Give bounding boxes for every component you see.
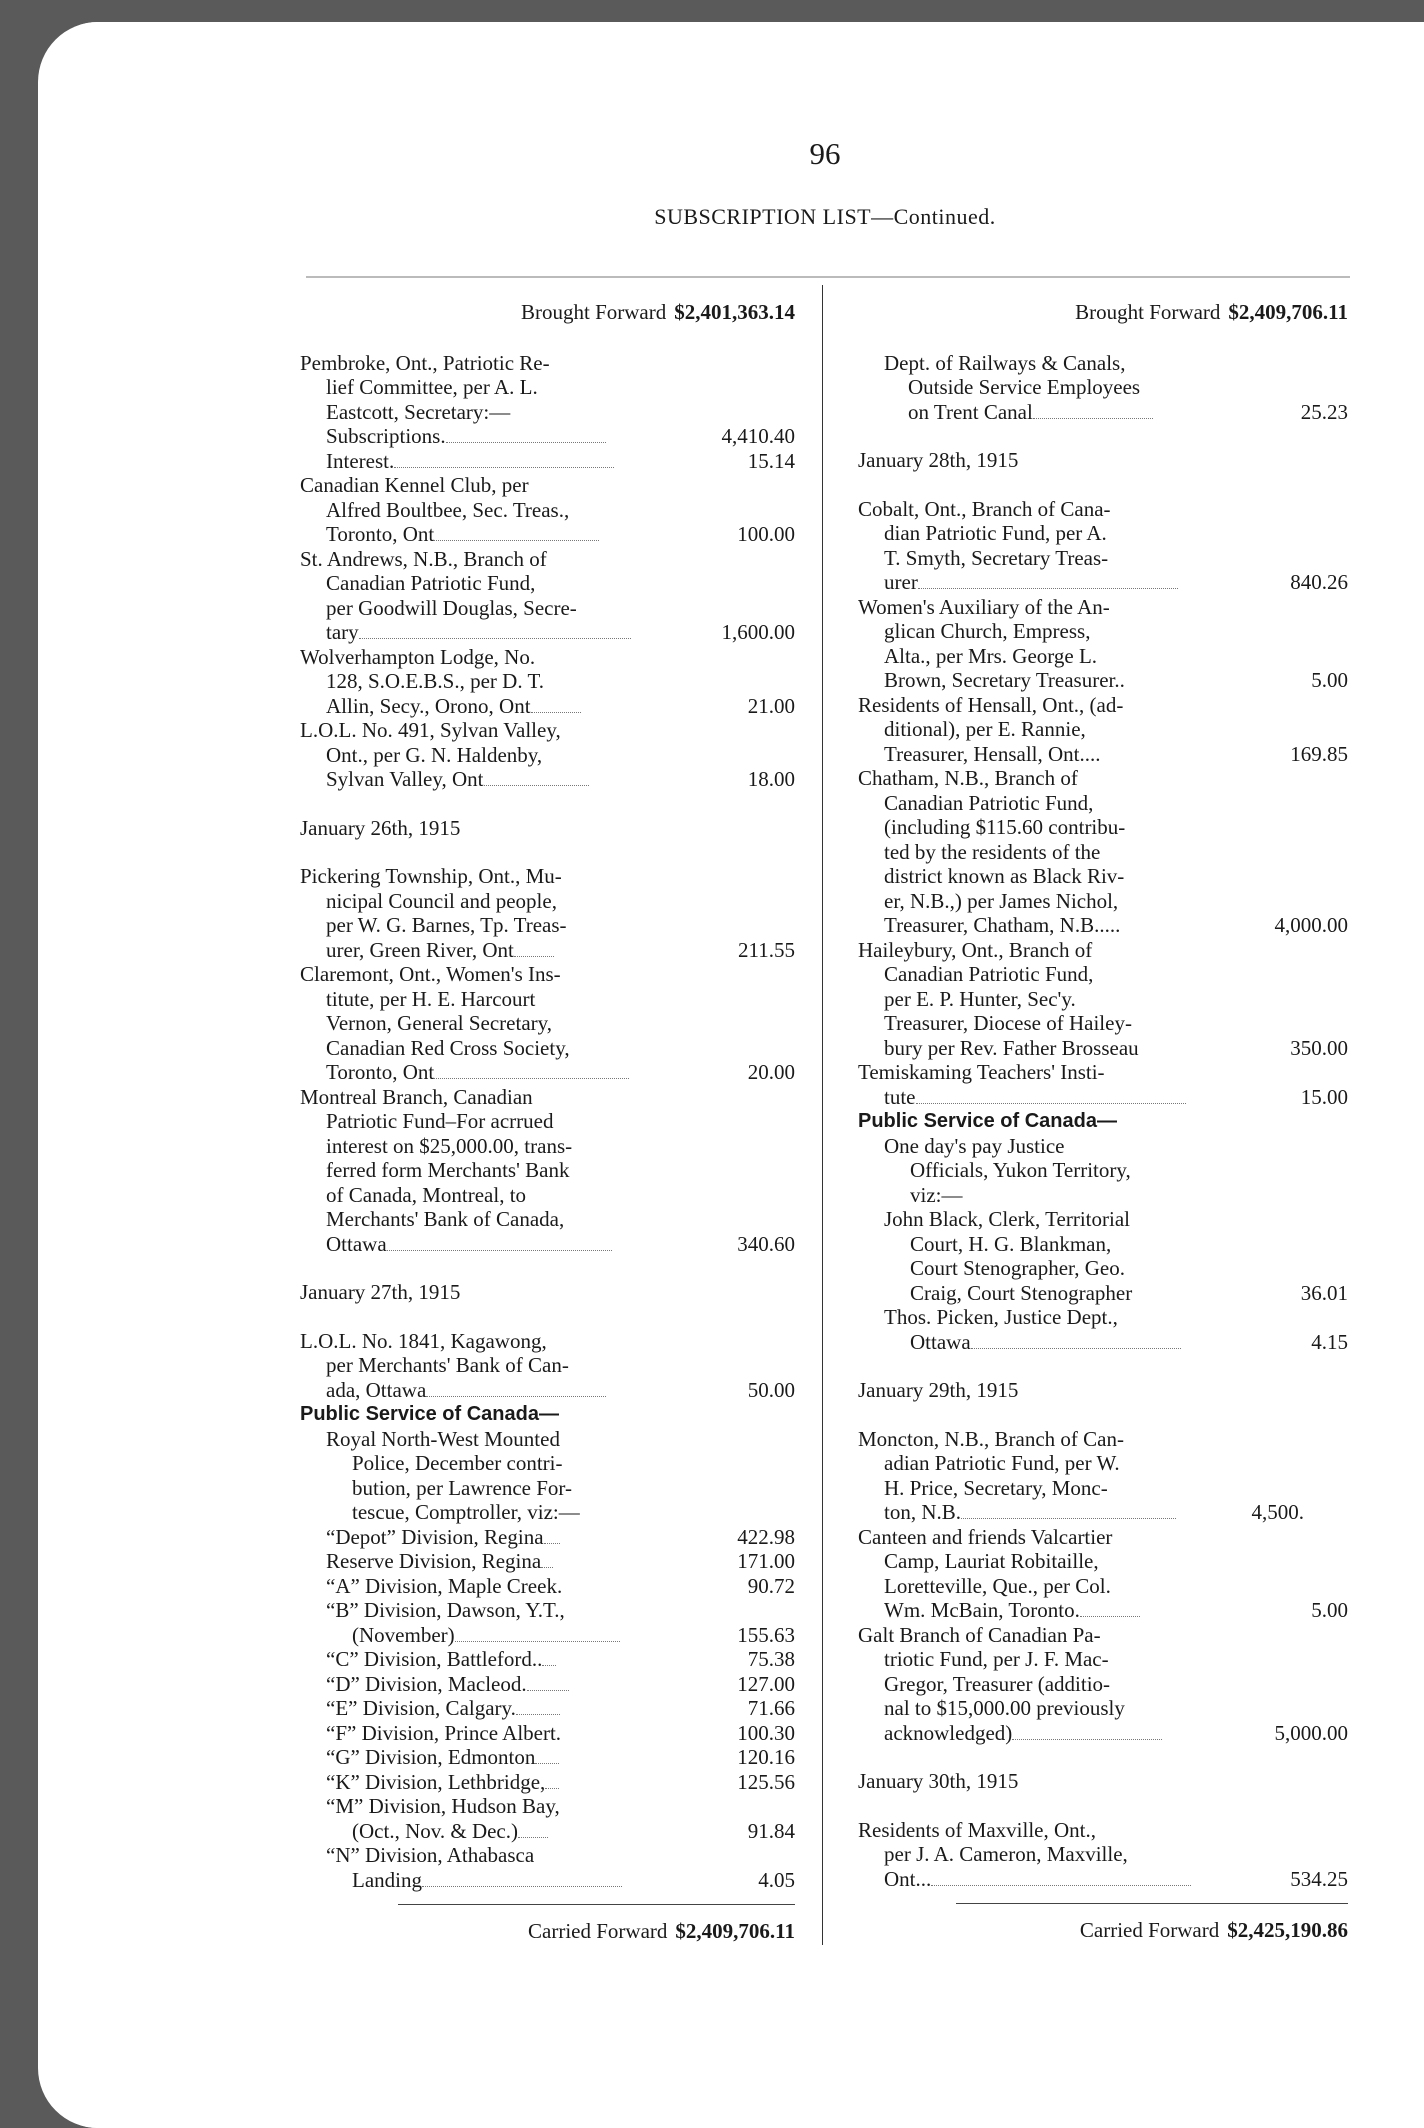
entry-line: ferred form Merchants' Bank [326, 1158, 570, 1182]
entry-line: Treasurer, Hensall, Ont.... [884, 741, 1101, 766]
entry-label: Ottawa [326, 1231, 387, 1256]
list-item [300, 1329, 795, 1403]
leader-dots [916, 1103, 1186, 1104]
entry-amount: 21.00 [747, 693, 795, 718]
entry-label: Ottawa [910, 1329, 971, 1354]
entry-label: Interest. [326, 448, 395, 473]
entry-line: Canadian Patriotic Fund, [884, 962, 1094, 986]
entry-line: Merchants' Bank of Canada, [326, 1207, 565, 1231]
entry-amount: 4.05 [758, 1867, 795, 1892]
entry-line: district known as Black Riv- [884, 864, 1125, 888]
list-item [300, 1647, 795, 1672]
leader-dots [516, 1714, 560, 1715]
entry-line [300, 938, 642, 963]
leader-dots [527, 1690, 569, 1691]
list-item [858, 351, 1348, 425]
entry-line [300, 694, 642, 719]
entry-amount: 25.23 [1300, 399, 1348, 424]
entry-label: “D” Division, Macleod. [326, 1671, 527, 1696]
entry-amount: 50.00 [747, 1377, 795, 1402]
list-item [300, 962, 795, 1085]
entry-line: Haileybury, Ont., Branch of [858, 937, 1093, 962]
list-item [300, 1525, 795, 1550]
leader-dots [545, 1788, 559, 1789]
entry-label: “A” Division, Maple Creek. [326, 1573, 563, 1598]
entry-line [300, 1770, 668, 1795]
entry-amount: 211.55 [738, 937, 795, 962]
entry-line: titute, per H. E. Harcourt [326, 986, 536, 1011]
list-item [858, 1818, 1348, 1892]
entry-amount: 171.00 [737, 1549, 795, 1573]
entry-line: L.O.L. No. 491, Sylvan Valley, [300, 718, 561, 742]
entry-label: “F” Division, Prince Albert. [326, 1720, 562, 1745]
entry-amount: 4,410.40 [721, 424, 795, 448]
entry-label: Subscriptions. [326, 424, 446, 448]
entry-line: triotic Fund, per J. F. Mac- [884, 1647, 1109, 1671]
entry-amount: 5.00 [1311, 1598, 1348, 1622]
entry-line: Pickering Township, Ont., Mu- [300, 864, 562, 888]
leader-dots [961, 1518, 1176, 1519]
entry-line [300, 1868, 642, 1893]
carried-forward-label: Carried Forward [1079, 1918, 1220, 1942]
entry-line [300, 620, 642, 645]
entry-line: Claremont, Ont., Women's Ins- [300, 962, 561, 986]
leader-dots [971, 1348, 1181, 1349]
entry-line: nal to $15,000.00 previously [884, 1696, 1125, 1720]
entry-line: interest on $25,000.00, trans- [326, 1133, 573, 1158]
entry-amount: 75.38 [747, 1647, 795, 1671]
entry-line [300, 1647, 668, 1672]
entry-label: urer, Green River, Ont [326, 937, 514, 962]
leader-dots [1012, 1739, 1162, 1740]
total-rule [398, 1904, 795, 1905]
entry-line: of Canada, Montreal, to [326, 1182, 527, 1207]
entry-line: Women's Auxiliary of the An- [858, 594, 1110, 619]
right-column [858, 300, 1348, 1943]
entry-label: tute [884, 1084, 916, 1109]
entry-line: nicipal Council and people, [326, 888, 557, 913]
entry-label: “C” Division, Battleford.. [326, 1647, 543, 1671]
leader-dots [387, 1250, 612, 1251]
entry-line [300, 1672, 668, 1697]
entry-amount: 5.00 [1311, 668, 1348, 692]
leader-dots [518, 1837, 548, 1838]
list-item [858, 1427, 1348, 1525]
entry-line: viz:— [910, 1182, 963, 1207]
entry-amount: 100.00 [737, 522, 795, 546]
list-item [858, 766, 1348, 938]
entry-label: “K” Division, Lethbridge, [326, 1769, 546, 1794]
date-heading: January 26th, 1915 [300, 815, 461, 840]
entry-line: per Merchants' Bank of Can- [326, 1353, 569, 1377]
leader-dots [544, 1543, 560, 1544]
list-item [300, 1843, 795, 1892]
list-item [300, 1549, 795, 1574]
date-heading: January 29th, 1915 [858, 1378, 1019, 1402]
entry-amount: 1,600.00 [721, 620, 795, 644]
entry-amount: 15.00 [1300, 1084, 1348, 1109]
list-item [300, 351, 795, 449]
entry-amount: 127.00 [737, 1671, 795, 1696]
entry-line: tescue, Comptroller, viz:— [352, 1500, 580, 1524]
entry-line [300, 1623, 642, 1648]
list-item [300, 1721, 795, 1746]
entry-amount: 4,500. [1251, 1500, 1304, 1524]
list-item [300, 1672, 795, 1697]
carried-forward-label: Carried Forward [528, 1919, 668, 1943]
left-column [300, 300, 795, 1944]
leader-dots [394, 467, 614, 468]
list-item [300, 547, 795, 645]
leader-dots [1033, 418, 1153, 419]
leader-dots [514, 956, 554, 957]
entry-line: ted by the residents of the [884, 839, 1101, 864]
entry-line: Eastcott, Secretary:— [326, 399, 511, 424]
top-rule [306, 276, 1350, 278]
entry-line: L.O.L. No. 1841, Kagawong, [300, 1328, 547, 1353]
entry-line: (including $115.60 contribu- [884, 815, 1126, 839]
entry-line [300, 522, 642, 547]
section-heading: Public Service of Canada— [858, 1110, 1117, 1132]
entry-line: Dept. of Railways & Canals, [884, 350, 1126, 375]
entry-label: Wm. McBain, Toronto. [884, 1598, 1080, 1622]
entry-line: Court Stenographer, Geo. [910, 1256, 1125, 1280]
list-item [858, 595, 1348, 693]
entry-line: Police, December contri- [352, 1451, 563, 1475]
brought-forward-label: Brought Forward [1075, 300, 1221, 324]
entry-amount: 18.00 [747, 767, 795, 791]
entry-line [300, 449, 642, 474]
list-item [858, 1060, 1348, 1109]
list-item [300, 1085, 795, 1257]
entry-line: Wolverhampton Lodge, No. [300, 644, 536, 669]
entry-line [858, 1598, 1200, 1623]
date-heading: January 27th, 1915 [300, 1280, 461, 1304]
section-heading: Public Service of Canada— [300, 1403, 559, 1425]
brought-forward-amount: $2,409,706.11 [1228, 300, 1348, 324]
entry-line: T. Smyth, Secretary Treas- [884, 545, 1109, 570]
entry-line: Cobalt, Ont., Branch of Cana- [858, 496, 1111, 521]
entry-line [858, 1330, 1200, 1355]
entry-label: tary [326, 620, 359, 644]
carried-forward [300, 1919, 795, 1944]
leader-dots [535, 1763, 559, 1764]
entry-line [300, 424, 642, 449]
entry-label: ton, N.B. [884, 1500, 962, 1524]
entry-line: Vernon, General Secretary, [326, 1011, 553, 1035]
entry-line: Galt Branch of Canadian Pa- [858, 1622, 1101, 1647]
leader-dots [1080, 1616, 1140, 1617]
entry-line: Canadian Patriotic Fund, [884, 790, 1094, 815]
leader-dots [426, 1396, 606, 1397]
entry-line: dian Patriotic Fund, per A. [884, 521, 1107, 545]
entry-line: John Black, Clerk, Territorial [884, 1207, 1131, 1231]
entry-line: Moncton, N.B., Branch of Can- [858, 1426, 1124, 1451]
leader-dots [542, 1665, 556, 1666]
entry-line: Canadian Patriotic Fund, [326, 571, 536, 595]
entry-amount: 340.60 [737, 1231, 795, 1256]
entry-line: Montreal Branch, Canadian [300, 1084, 533, 1109]
entry-line: Temiskaming Teachers' Insti- [858, 1060, 1105, 1084]
list-item [858, 497, 1348, 595]
entry-line: Alfred Boultbee, Sec. Treas., [326, 497, 570, 522]
entry-line: Canadian Red Cross Society, [326, 1035, 570, 1060]
entry-line: Court, H. G. Blankman, [910, 1231, 1112, 1256]
leader-dots [422, 1886, 622, 1887]
entry-label: acknowledged) [884, 1720, 1013, 1745]
entry-line [300, 1745, 668, 1770]
entry-line: H. Price, Secretary, Monc- [884, 1475, 1108, 1500]
page-number: 96 [809, 136, 841, 171]
list-item [858, 1207, 1348, 1305]
entry-line: per Goodwill Douglas, Secre- [326, 595, 577, 620]
entry-line: Residents of Maxville, Ont., [858, 1817, 1096, 1842]
entry-label: Ont... [884, 1866, 932, 1891]
leader-dots [531, 712, 581, 713]
list-item [300, 449, 795, 474]
list-item [300, 1794, 795, 1843]
brought-forward-label: Brought Forward [521, 300, 667, 324]
entry-line: Canadian Kennel Club, per [300, 473, 529, 497]
entry-line: Alta., per Mrs. George L. [884, 643, 1098, 668]
list-item [858, 1305, 1348, 1354]
entry-line: Camp, Lauriat Robitaille, [884, 1549, 1099, 1573]
entry-amount: 4,000.00 [1274, 913, 1348, 937]
entry-line: Patriotic Fund–For acrrued [326, 1109, 554, 1133]
entry-amount: 350.00 [1290, 1035, 1348, 1060]
leader-dots [455, 1641, 620, 1642]
list-item [858, 693, 1348, 767]
entry-line [300, 1696, 668, 1721]
list-item [300, 1598, 795, 1647]
entry-line: Residents of Hensall, Ont., (ad- [858, 692, 1124, 717]
leader-dots [359, 638, 631, 639]
entry-line: adian Patriotic Fund, per W. [884, 1451, 1120, 1475]
entry-line: Officials, Yukon Territory, [910, 1158, 1131, 1182]
entry-line [858, 1721, 1200, 1746]
entry-line: One day's pay Justice [884, 1133, 1065, 1158]
entry-line: Brown, Secretary Treasurer.. [884, 668, 1125, 692]
leader-dots [446, 442, 606, 443]
entry-line: Ont., per G. N. Haldenby, [326, 742, 543, 767]
entry-line [300, 1819, 642, 1844]
entry-line: er, N.B.,) per James Nichol, [884, 888, 1119, 913]
entry-line [858, 1867, 1200, 1892]
list-item [858, 1525, 1348, 1623]
entry-line [300, 1549, 668, 1574]
list-item [300, 1696, 795, 1721]
entry-label: Reserve Division, Regina [326, 1549, 542, 1573]
entry-line [858, 400, 1200, 425]
entry-line [300, 767, 642, 792]
page-title: SUBSCRIPTION LIST—Continued. [654, 204, 996, 229]
entry-amount: 91.84 [747, 1818, 795, 1843]
entry-line: Treasurer, Diocese of Hailey- [884, 1011, 1132, 1035]
leader-dots [434, 1078, 629, 1079]
leader-dots [541, 1567, 553, 1568]
entry-label: Toronto, Ont [326, 1060, 435, 1084]
entry-line: Loretteville, Que., per Col. [884, 1573, 1111, 1598]
entry-line [300, 1232, 642, 1257]
entry-label: Landing [352, 1867, 422, 1892]
entry-amount: 125.56 [737, 1769, 795, 1794]
entry-amount: 71.66 [747, 1696, 795, 1720]
entry-amount: 169.85 [1290, 741, 1348, 766]
date-heading: January 30th, 1915 [858, 1769, 1019, 1793]
entry-line: Craig, Court Stenographer [910, 1280, 1133, 1305]
entry-amount: 422.98 [737, 1524, 795, 1549]
entry-line: Royal North-West Mounted [326, 1426, 560, 1451]
entry-line: “N” Division, Athabasca [326, 1843, 535, 1867]
leader-dots [484, 785, 589, 786]
brought-forward [858, 300, 1348, 325]
entry-amount: 100.30 [737, 1720, 795, 1745]
leader-dots [434, 540, 599, 541]
list-item [300, 1770, 795, 1795]
entry-line: ditional), per E. Rannie, [884, 717, 1086, 741]
entry-label: “E” Division, Calgary. [326, 1696, 516, 1720]
entry-line: Pembroke, Ont., Patriotic Re- [300, 350, 550, 375]
entry-line: Outside Service Employees [908, 375, 1141, 399]
entry-line [858, 570, 1200, 595]
list-item [300, 718, 795, 792]
entry-label: “Depot” Division, Regina [326, 1524, 544, 1549]
entry-line [300, 1060, 642, 1085]
leader-dots [918, 588, 1178, 589]
list-item [300, 864, 795, 962]
entry-line [300, 1525, 668, 1550]
entry-label: “G” Division, Edmonton [326, 1745, 536, 1769]
entry-label: Sylvan Valley, Ont [326, 767, 484, 791]
entry-line: St. Andrews, N.B., Branch of [300, 546, 547, 571]
entry-amount: 120.16 [737, 1745, 795, 1769]
entry-amount: 90.72 [747, 1573, 795, 1598]
entry-line: bury per Rev. Father Brosseau [884, 1035, 1139, 1060]
list-item [858, 938, 1348, 1061]
entry-line [858, 1500, 1200, 1525]
entry-amount: 4.15 [1311, 1329, 1348, 1354]
entry-line: 128, S.O.E.B.S., per D. T. [326, 669, 544, 693]
entry-line: per E. P. Hunter, Sec'y. [884, 986, 1076, 1011]
entry-line: Chatham, N.B., Branch of [858, 766, 1078, 790]
entry-line: Gregor, Treasurer (additio- [884, 1671, 1111, 1696]
entry-amount: 15.14 [747, 448, 795, 473]
entry-amount: 5,000.00 [1274, 1720, 1348, 1745]
list-item [300, 473, 795, 547]
total-rule [956, 1903, 1348, 1904]
carried-forward-amount: $2,425,190.86 [1227, 1918, 1348, 1942]
entry-line [300, 1378, 642, 1403]
entry-label: (Oct., Nov. & Dec.) [352, 1818, 519, 1843]
entry-amount: 20.00 [747, 1060, 795, 1084]
carried-forward-amount: $2,409,706.11 [675, 1919, 795, 1943]
entry-amount: 840.26 [1290, 570, 1348, 594]
entry-line [858, 1085, 1200, 1110]
carried-forward [858, 1918, 1348, 1943]
list-item [300, 1574, 795, 1599]
entry-line: “B” Division, Dawson, Y.T., [326, 1598, 565, 1622]
entry-line: “M” Division, Hudson Bay, [326, 1794, 560, 1818]
entry-line: lief Committee, per A. L. [326, 375, 538, 399]
entry-line: glican Church, Empress, [884, 619, 1091, 643]
entry-amount: 534.25 [1290, 1866, 1348, 1891]
column-divider [822, 285, 823, 1945]
entry-line: per J. A. Cameron, Maxville, [884, 1842, 1128, 1866]
entry-label: Toronto, Ont [326, 522, 435, 546]
list-item [858, 1623, 1348, 1746]
entry-amount: 155.63 [737, 1622, 795, 1647]
entry-label: (November) [352, 1622, 455, 1647]
list-item [300, 645, 795, 719]
list-item [300, 1745, 795, 1770]
entry-line: Treasurer, Chatham, N.B..... [884, 913, 1121, 937]
entry-label: Allin, Secy., Orono, Ont [326, 693, 531, 718]
entry-line: Canteen and friends Valcartier [858, 1524, 1113, 1549]
brought-forward [300, 300, 795, 325]
brought-forward-amount: $2,401,363.14 [674, 300, 795, 324]
entry-line: per W. G. Barnes, Tp. Treas- [326, 913, 567, 937]
entry-line: Thos. Picken, Justice Dept., [884, 1305, 1118, 1329]
leader-dots [931, 1885, 1191, 1886]
entry-label: on Trent Canal [908, 399, 1033, 424]
entry-label: urer [884, 570, 918, 594]
entry-amount: 36.01 [1300, 1280, 1348, 1305]
date-heading: January 28th, 1915 [858, 448, 1019, 472]
entry-label: ada, Ottawa [326, 1377, 427, 1402]
entry-line: bution, per Lawrence For- [352, 1475, 572, 1500]
